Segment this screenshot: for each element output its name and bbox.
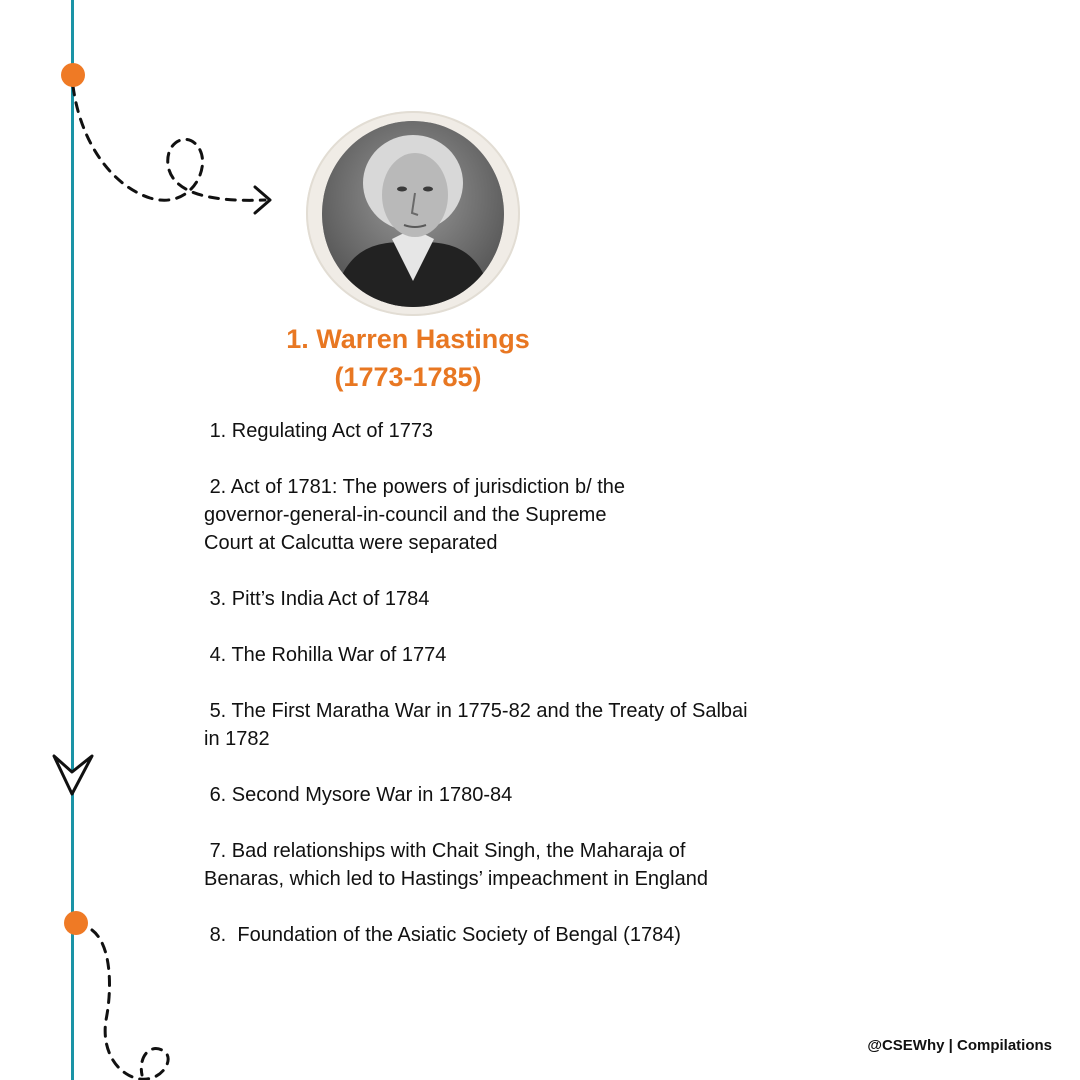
- page-title: [230, 320, 586, 396]
- list-item: 6. Second Mysore War in 1780-84: [204, 784, 513, 806]
- list-item: 7. Bad relationships with Chait Singh, the Maharaja of Benaras, which led to Hastings’ impeachment in England: [204, 840, 708, 890]
- list-item: 8. Foundation of the Asiatic Society of Bengal (1784): [204, 924, 681, 946]
- dashed-curve-arrow-icon: [73, 86, 265, 200]
- list-item: 3. Pitt’s India Act of 1784: [204, 588, 430, 610]
- list-item: 5. The First Maratha War in 1775-82 and the Treaty of Salbai in 1782: [204, 700, 748, 750]
- title-name: 1. Warren Hastings: [286, 324, 530, 354]
- timeline-dot-top: [61, 63, 85, 87]
- portrait-engraving-icon: [322, 121, 504, 307]
- list-item: 4. The Rohilla War of 1774: [204, 644, 447, 666]
- list-item: 1. Regulating Act of 1773: [204, 420, 434, 442]
- footer-credit: @CSEWhy | Compilations: [867, 1037, 1052, 1054]
- achievement-list: [204, 417, 824, 977]
- list-item: 2. Act of 1781: The powers of jurisdiction b/ the governor-general-in-council and the Supreme Court at Calcutta were separated: [204, 476, 625, 554]
- dashed-curve-bottom-icon: [92, 930, 168, 1079]
- timeline-dot-bottom: [64, 911, 88, 935]
- title-years: (1773-1785): [334, 362, 482, 392]
- arrowhead-right-icon: [255, 187, 270, 213]
- portrait: [306, 111, 520, 316]
